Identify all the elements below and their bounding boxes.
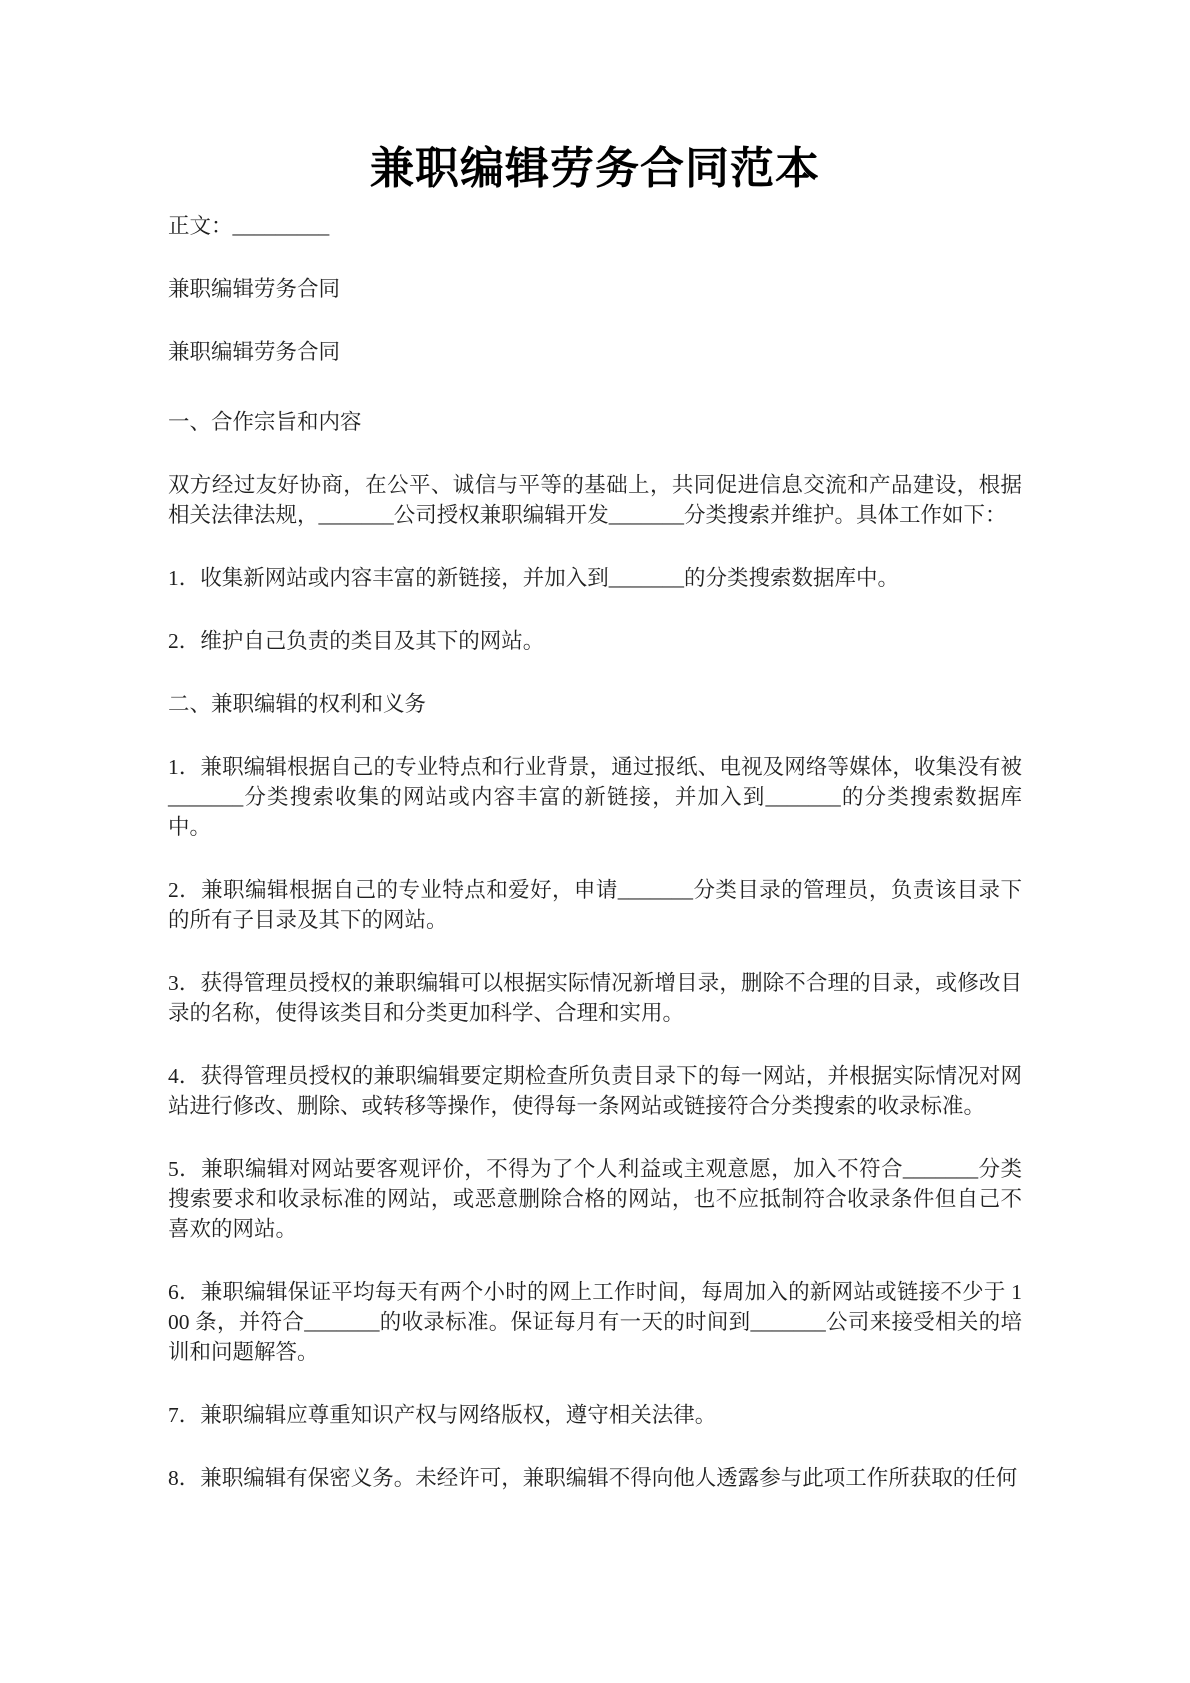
paragraph-section2-item-7: 7．兼职编辑应尊重知识产权与网络版权，遵守相关法律。 bbox=[168, 1403, 717, 1427]
section-heading-1: 一、合作宗旨和内容 bbox=[168, 410, 362, 434]
paragraph-section2-item-6: 6．兼职编辑保证平均每天有两个小时的网上工作时间，每周加入的新网站或链接不少于 100 条，并符合_______的收录标准。保证每月有一天的时间到_______公司来接受相关的培训和问题解答。 bbox=[168, 1280, 1022, 1364]
document-title: 兼职编辑劳务合同范本 bbox=[370, 144, 820, 193]
paragraph-section2-item-2: 2．兼职编辑根据自己的专业特点和爱好，申请_______分类目录的管理员，负责该目录下的所有子目录及其下的网站。 bbox=[168, 878, 1022, 932]
paragraph-section2-item-8: 8．兼职编辑有保密义务。未经许可，兼职编辑不得向他人透露参与此项工作所获取的任何 bbox=[168, 1466, 1018, 1490]
paragraph-section1-item-2: 2．维护自己负责的类目及其下的网站。 bbox=[168, 629, 545, 653]
paragraph-body-label: 正文：_________ bbox=[168, 214, 330, 238]
paragraph-section2-item-1: 1．兼职编辑根据自己的专业特点和行业背景，通过报纸、电视及网络等媒体，收集没有被_______分类搜索收集的网站或内容丰富的新链接，并加入到_______的分类搜索数据库中。 bbox=[168, 755, 1022, 839]
paragraph-subtitle-1: 兼职编辑劳务合同 bbox=[168, 277, 341, 301]
paragraph-section2-item-5: 5．兼职编辑对网站要客观评价，不得为了个人利益或主观意愿，加入不符合_______分类搜索要求和收录标准的网站，或恶意删除合格的网站，也不应抵制符合收录条件但自己不喜欢的网站。 bbox=[168, 1157, 1022, 1241]
paragraph-section1-intro: 双方经过友好协商，在公平、诚信与平等的基础上，共同促进信息交流和产品建设，根据相关法律法规，_______公司授权兼职编辑开发_______分类搜索并维护。具体工作如下： bbox=[168, 473, 1022, 527]
paragraph-subtitle-2: 兼职编辑劳务合同 bbox=[168, 340, 341, 364]
paragraph-section1-item-1: 1．收集新网站或内容丰富的新链接，并加入到_______的分类搜索数据库中。 bbox=[168, 566, 900, 590]
paragraph-section2-item-3: 3．获得管理员授权的兼职编辑可以根据实际情况新增目录，删除不合理的目录，或修改目录的名称，使得该类目和分类更加科学、合理和实用。 bbox=[168, 971, 1022, 1025]
paragraph-section2-item-4: 4．获得管理员授权的兼职编辑要定期检查所负责目录下的每一网站，并根据实际情况对网站进行修改、删除、或转移等操作，使得每一条网站或链接符合分类搜索的收录标准。 bbox=[168, 1064, 1022, 1118]
section-heading-2: 二、兼职编辑的权利和义务 bbox=[168, 692, 427, 716]
